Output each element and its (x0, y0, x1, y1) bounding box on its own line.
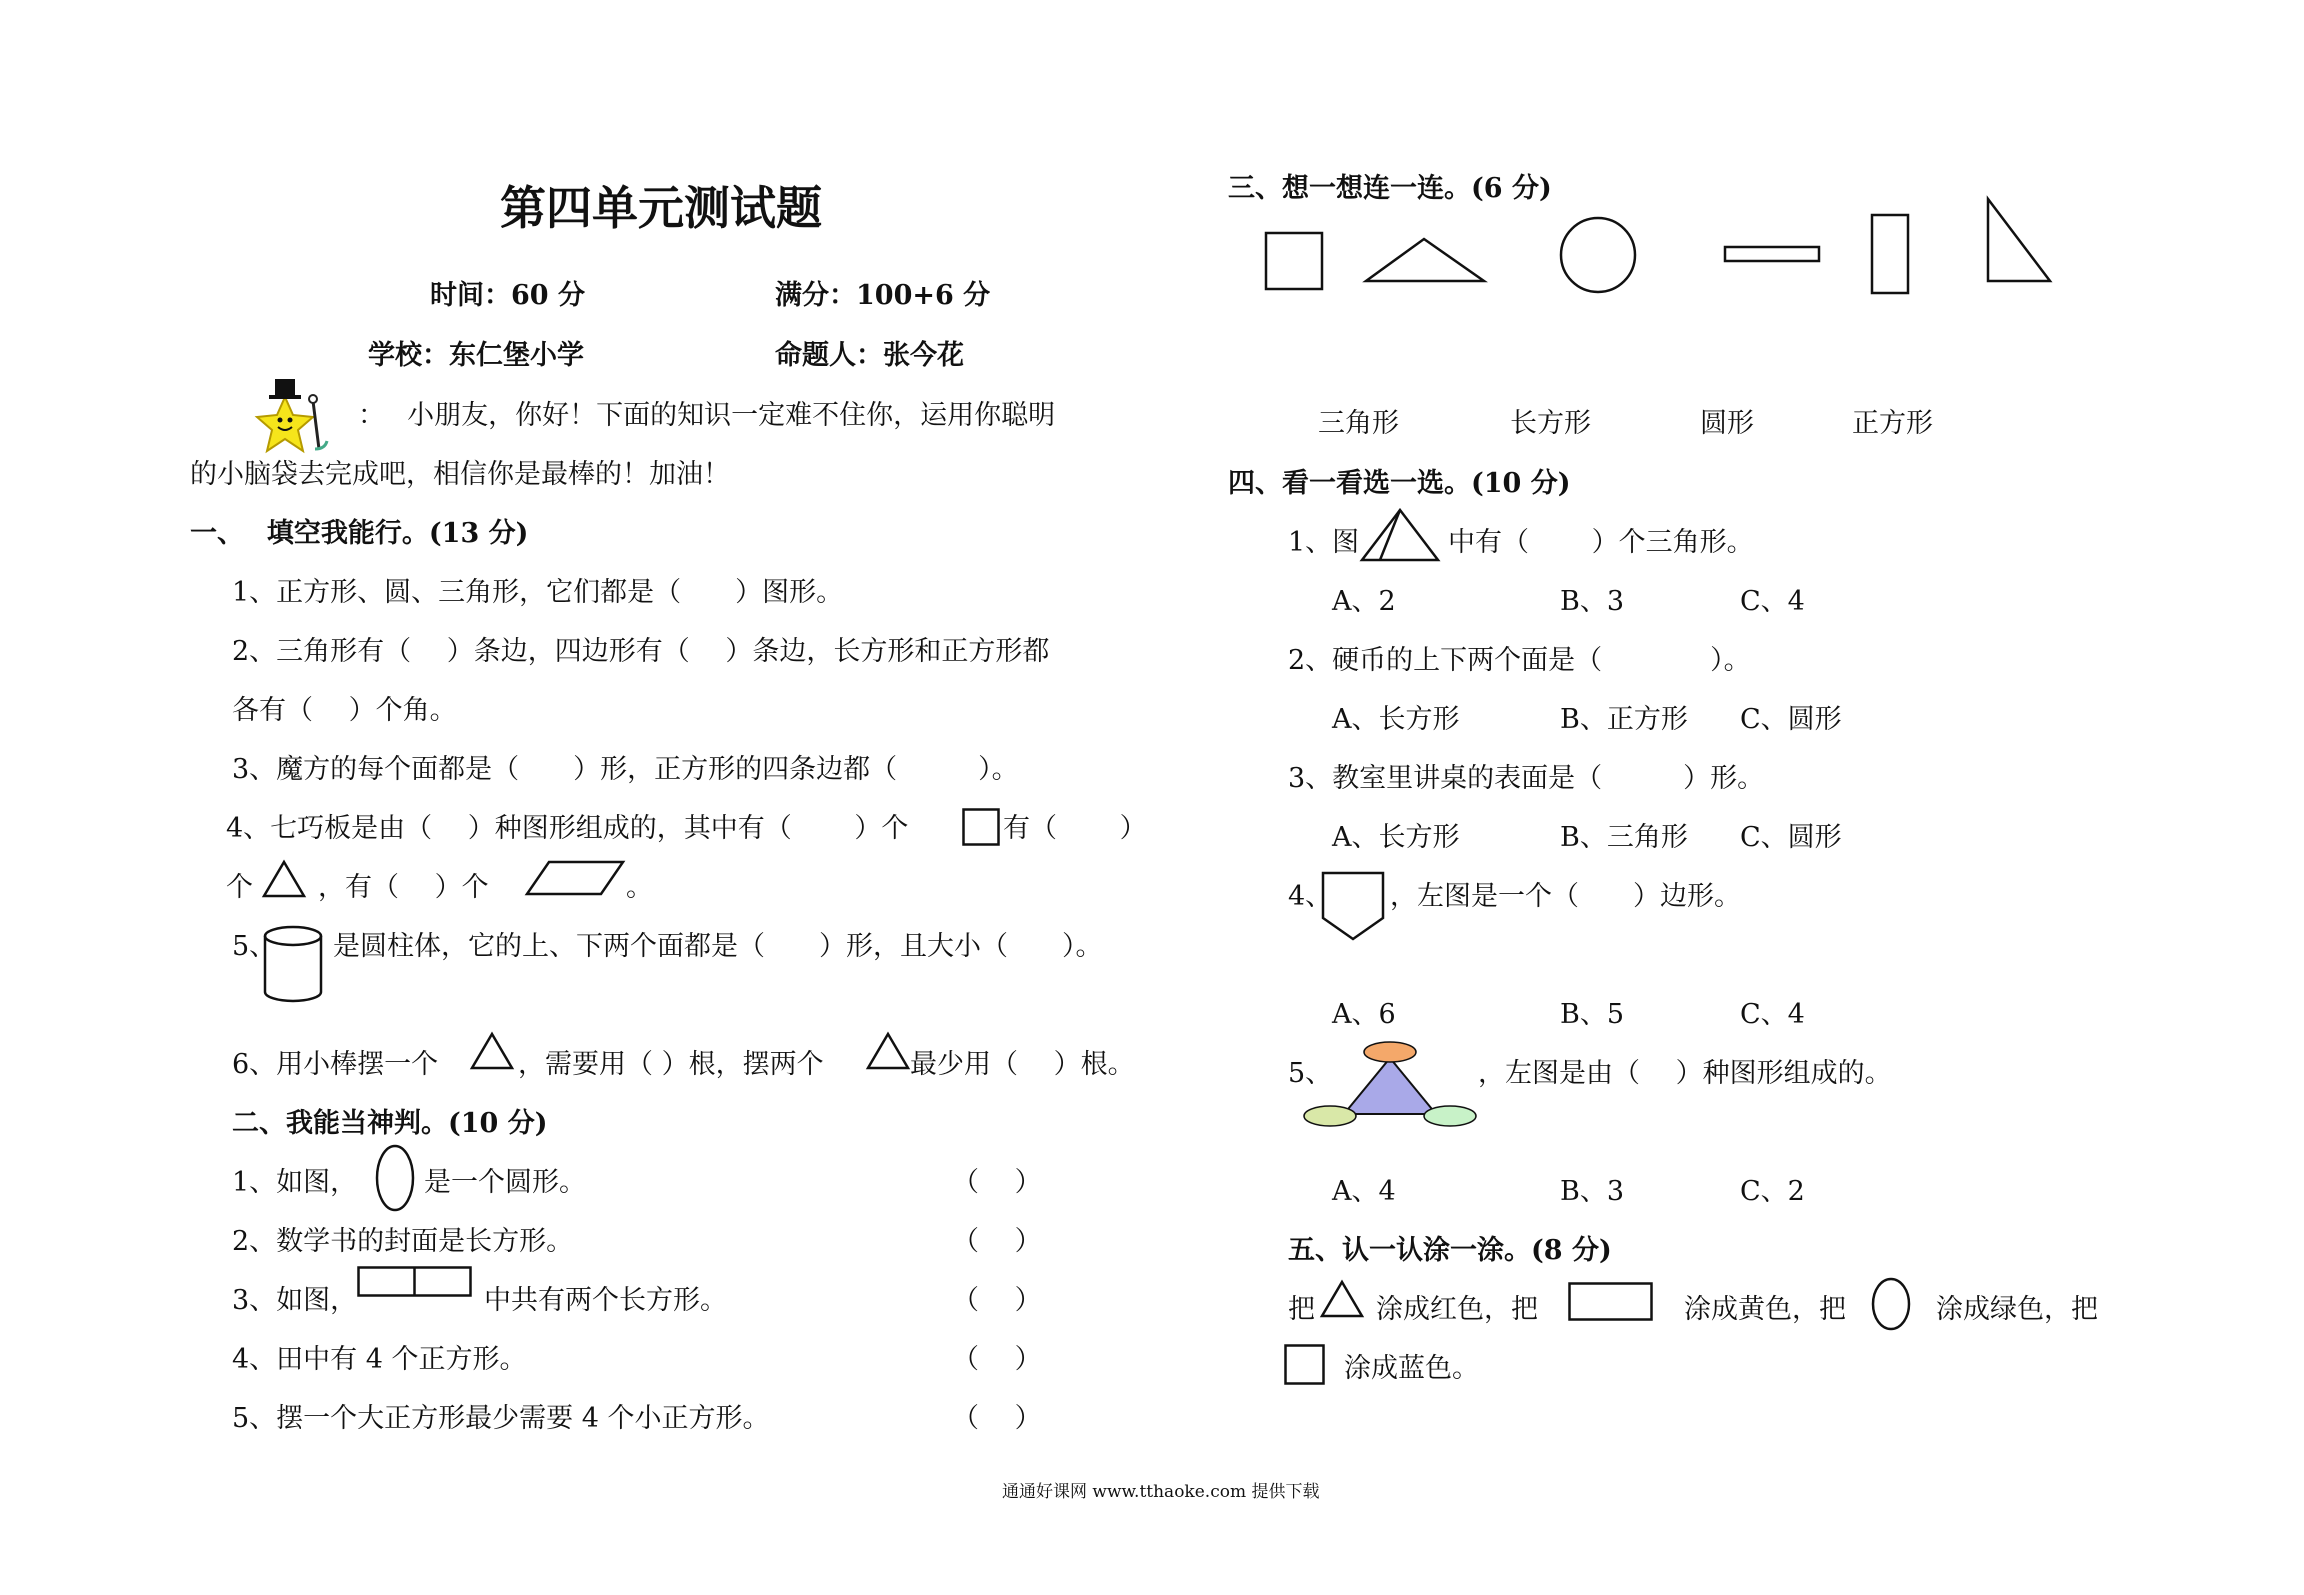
tall-rectangle-icon (1872, 215, 1908, 293)
square-icon (962, 808, 1000, 846)
s5-text-3: 涂成黄色，把 (1684, 1294, 1846, 1325)
exam-time: 时间：60 分 (430, 280, 585, 311)
two-rectangles-icon (357, 1266, 473, 1298)
page-title: 第四单元测试题 (500, 181, 822, 235)
circle-icon (1561, 218, 1635, 292)
s1-question-5b: 是圆柱体，它的上、下两个面都是（ ）形，且大小（ ）。 (333, 931, 1103, 962)
s1-question-5a: 5、 (232, 931, 277, 962)
oval-icon (1870, 1276, 1912, 1332)
s5-text-1: 把 (1288, 1294, 1315, 1325)
s1-question-2a: 2、三角形有（ ）条边，四边形有（ ）条边，长方形和正方形都 (232, 636, 1050, 667)
pentagon-icon (1320, 870, 1386, 942)
s2-question-5: 5、摆一个大正方形最少需要 4 个小正方形。 (232, 1403, 770, 1434)
s4-q1-option-a: A、2 (1332, 586, 1396, 617)
s1-question-4b3: 。 (626, 872, 653, 903)
s1-question-6c: 最少用（ ）根。 (910, 1049, 1135, 1080)
s4-question-5a: 5、 (1288, 1058, 1333, 1089)
parallelogram-icon (525, 860, 625, 896)
s1-question-4a2: 有（ ） (1003, 813, 1147, 844)
intro-line-2: 的小脑袋去完成吧，相信你是最棒的！加油！ (190, 459, 730, 490)
star-mascot-icon (255, 375, 337, 457)
square-icon (1284, 1344, 1326, 1386)
page-footer: 通通好课网 www.tthaoke.com 提供下载 (1002, 1482, 1320, 1502)
s2-question-1a: 1、如图， (232, 1167, 358, 1198)
s4-q1-option-c: C、4 (1740, 586, 1805, 617)
full-score: 满分：100+6 分 (775, 280, 991, 311)
s4-q3-option-c: C、圆形 (1740, 822, 1842, 853)
s4-question-1b: 中有（ ）个三角形。 (1448, 527, 1754, 558)
s5-text-5: 涂成蓝色。 (1344, 1353, 1479, 1384)
s5-text-2: 涂成红色，把 (1376, 1294, 1538, 1325)
s1-question-2b: 各有（ ）个角。 (232, 695, 457, 726)
s1-question-3: 3、魔方的每个面都是（ ）形，正方形的四条边都（ ）。 (232, 754, 1019, 785)
section3-heading: 三、想一想连一连。(6 分) (1228, 173, 1552, 204)
s1-question-6a: 6、用小棒摆一个 (232, 1049, 439, 1080)
s4-q2-option-c: C、圆形 (1740, 704, 1842, 735)
s4-q4-option-a: A、6 (1332, 999, 1396, 1030)
rectangle-icon (1568, 1282, 1654, 1322)
s4-q4-option-c: C、4 (1740, 999, 1805, 1030)
s4-q2-option-b: B、正方形 (1560, 704, 1688, 735)
intro-line-1: ： 小朋友，你好！下面的知识一定难不住你，运用你聪明 (358, 400, 1056, 431)
s5-text-4: 涂成绿色，把 (1936, 1294, 2098, 1325)
triangle-icon (262, 860, 306, 898)
triangle-icon (470, 1032, 514, 1070)
section5-heading: 五、认一认涂一涂。(8 分) (1288, 1235, 1612, 1266)
s2-answer-bracket-1: （ ） (952, 1167, 1042, 1198)
s2-answer-bracket-4: （ ） (952, 1344, 1042, 1375)
exam-author: 命题人：张今花 (775, 340, 964, 371)
s2-question-3b: 中共有两个长方形。 (484, 1285, 727, 1316)
cylinder-icon (262, 924, 324, 1004)
oval-icon (374, 1143, 416, 1213)
s4-q5-option-b: B、3 (1560, 1176, 1625, 1207)
s2-answer-bracket-3: （ ） (952, 1285, 1042, 1316)
s4-question-4b: ，左图是一个（ ）边形。 (1390, 881, 1741, 912)
s4-q2-option-a: A、长方形 (1332, 704, 1460, 735)
s4-question-5b: ，左图是由（ ）种图形组成的。 (1478, 1058, 1892, 1089)
s2-answer-bracket-2: （ ） (952, 1226, 1042, 1257)
s4-question-4a: 4、 (1288, 881, 1333, 912)
s1-question-4b1: 个 (226, 872, 253, 903)
s4-question-3: 3、教室里讲桌的表面是（ ）形。 (1288, 763, 1765, 794)
s4-q3-option-a: A、长方形 (1332, 822, 1460, 853)
s2-question-4: 4、田中有 4 个正方形。 (232, 1344, 527, 1375)
right-triangle-icon (1988, 199, 2050, 281)
s4-q3-option-b: B、三角形 (1560, 822, 1688, 853)
match-label-circle: 圆形 (1700, 408, 1754, 439)
s1-question-1: 1、正方形、圆、三角形，它们都是（ ）图形。 (232, 577, 844, 608)
s1-question-4b2: ，有（ ）个 (318, 872, 489, 903)
s1-question-4a: 4、七巧板是由（ ）种图形组成的，其中有（ ）个 (226, 813, 909, 844)
match-label-square: 正方形 (1852, 408, 1933, 439)
s2-question-1b: 是一个圆形。 (424, 1167, 586, 1198)
s4-q1-option-b: B、3 (1560, 586, 1625, 617)
s4-q4-option-b: B、5 (1560, 999, 1625, 1030)
square-icon (1266, 233, 1322, 289)
s1-question-6b: ，需要用（ ）根，摆两个 (518, 1049, 824, 1080)
s4-q5-option-a: A、4 (1332, 1176, 1396, 1207)
shapes-row (1260, 195, 2060, 295)
match-label-rectangle: 长方形 (1510, 408, 1591, 439)
s4-question-1a: 1、图 (1288, 527, 1360, 558)
triangle-icon (1366, 239, 1484, 281)
triangle-icon (1320, 1280, 1364, 1318)
school-name: 学校：东仁堡小学 (368, 340, 584, 371)
s2-answer-bracket-5: （ ） (952, 1403, 1042, 1434)
section1-heading: 一、 填空我能行。(13 分) (190, 518, 529, 549)
triangle-icon (866, 1032, 910, 1070)
divided-triangle-icon (1358, 508, 1442, 562)
composite-shapes-icon (1300, 1040, 1480, 1130)
s2-question-2: 2、数学书的封面是长方形。 (232, 1226, 574, 1257)
s4-question-2: 2、硬币的上下两个面是（ ）。 (1288, 645, 1751, 676)
match-label-triangle: 三角形 (1318, 408, 1399, 439)
long-rectangle-icon (1725, 247, 1819, 261)
s2-question-3a: 3、如图， (232, 1285, 358, 1316)
section2-heading: 二、我能当神判。(10 分) (232, 1108, 548, 1139)
s4-q5-option-c: C、2 (1740, 1176, 1805, 1207)
section4-heading: 四、看一看选一选。(10 分) (1228, 468, 1571, 499)
